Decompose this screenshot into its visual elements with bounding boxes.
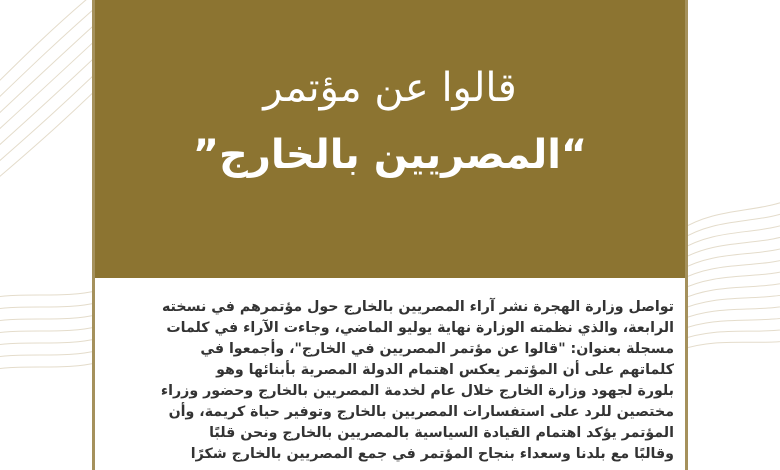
article-line: بلورة لجهود وزارة الخارج خلال عام لخدمة المصريين بالخارج وحضور وزراء <box>160 383 674 399</box>
title-line-1: قالوا عن مؤتمر <box>263 65 517 111</box>
title-panel <box>95 0 685 278</box>
article-line: المؤتمر يؤكد اهتمام القيادة السياسية بالمصريين بالخارج ونحن قلبًا <box>209 425 674 441</box>
article-line: كلماتهم على أن المؤتمر يعكس اهتمام الدولة المصرية بأبنائها وهو <box>216 362 674 378</box>
article-body <box>114 297 674 465</box>
article-line: تواصل وزارة الهجرة نشر آراء المصريين بالخارج حول مؤتمرهم في نسخته <box>161 299 674 315</box>
article-line: مختصين للرد على استفسارات المصريين بالخارج وتوفير حياة كريمة، وأن <box>168 404 674 420</box>
article-line: مسجلة بعنوان: "قالوا عن مؤتمر المصريين في الخارج"، وأجمعوا في <box>200 341 674 357</box>
article-line: وقالبًا مع بلدنا وسعداء بنجاح المؤتمر في جمع المصريين بالخارج شكرًا <box>190 446 674 462</box>
title-line-2: “المصريين بالخارج” <box>192 132 588 178</box>
article-line: الرابعة، والذي نظمته الوزارة نهاية يوليو الماضي، وجاءت الآراء في كلمات <box>166 320 674 336</box>
